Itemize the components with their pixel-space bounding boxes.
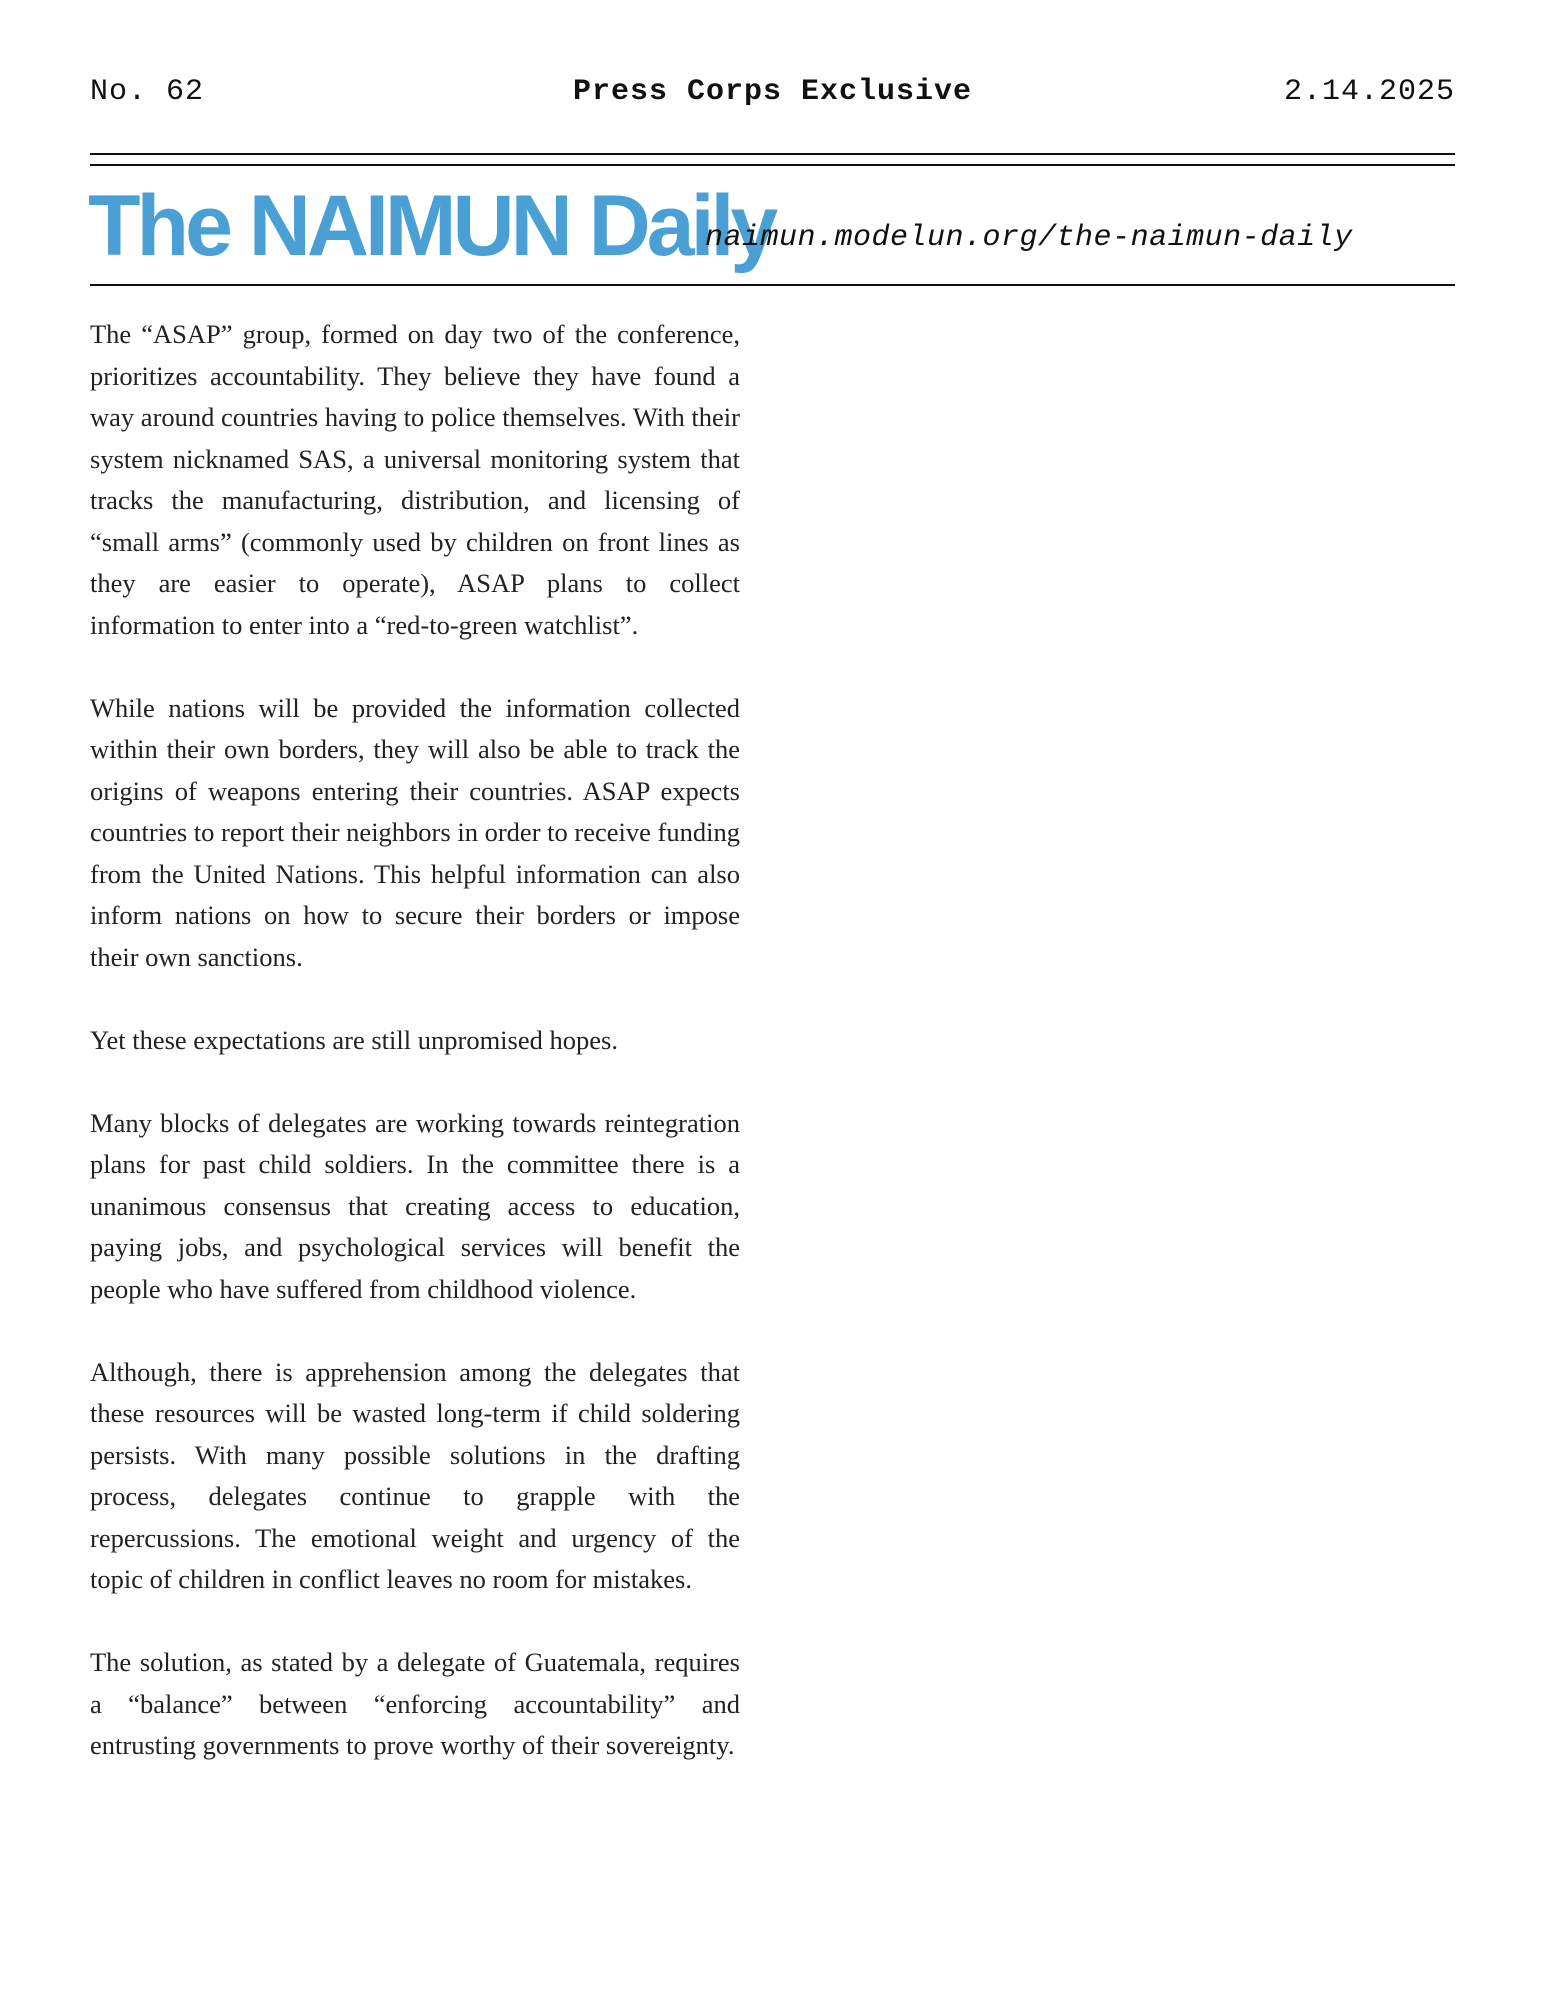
- site-url-link[interactable]: naimun.modelun.org/the-naimun-daily: [705, 221, 1353, 255]
- top-divider: [90, 153, 1455, 155]
- article-body: [90, 314, 740, 1808]
- masthead-divider: [90, 284, 1455, 286]
- issue-date: 2.14.2025: [1283, 75, 1455, 109]
- article-paragraph: The solution, as stated by a delegate of Guatemala, requires a “balance” between “enforcing accountability” and entrusting governments to prove worthy of their sovereignty.: [90, 1647, 740, 1760]
- kicker-label: Press Corps Exclusive: [572, 75, 973, 109]
- issue-header: [90, 72, 1455, 112]
- article-paragraph: While nations will be provided the information collected within their own borders, they will also be able to track the origins of weapons entering their countries. ASAP expects countries to report their neighbors in order to receive funding from the United Nations. This helpful information can also inform nations on how to secure their borders or impose their own sanctions.: [90, 692, 740, 972]
- article-paragraph: Although, there is apprehension among the delegates that these resources will be wasted long-term if child soldering persists. With many possible solutions in the drafting process, delegates continue to grapple with the repercussions. The emotional weight and urgency of the topic of children in conflict leaves no room for mistakes.: [90, 1356, 740, 1594]
- article-paragraph: Many blocks of delegates are working towards reintegration plans for past child soldiers. In the committee there is a unanimous consensus that creating access to education, paying jobs, and psychological services will benefit the people who have suffered from childhood violence.: [90, 1107, 740, 1304]
- masthead-title: The NAIMUN Daily: [88, 178, 775, 274]
- top-divider-second: [90, 164, 1455, 166]
- issue-number: No. 62: [90, 75, 205, 109]
- article-paragraph: Yet these expectations are still unpromised hopes.: [90, 1024, 618, 1055]
- article-paragraph: The “ASAP” group, formed on day two of the conference, prioritizes accountability. They believe they have found a way around countries having to police themselves. With their system nicknamed SAS, a universal monitoring system that tracks the manufacturing, distribution, and licensing of “small arms” (commonly used by children on front lines as they are easier to operate), ASAP plans to collect information to enter into a “red-to-green watchlist”.: [90, 319, 740, 640]
